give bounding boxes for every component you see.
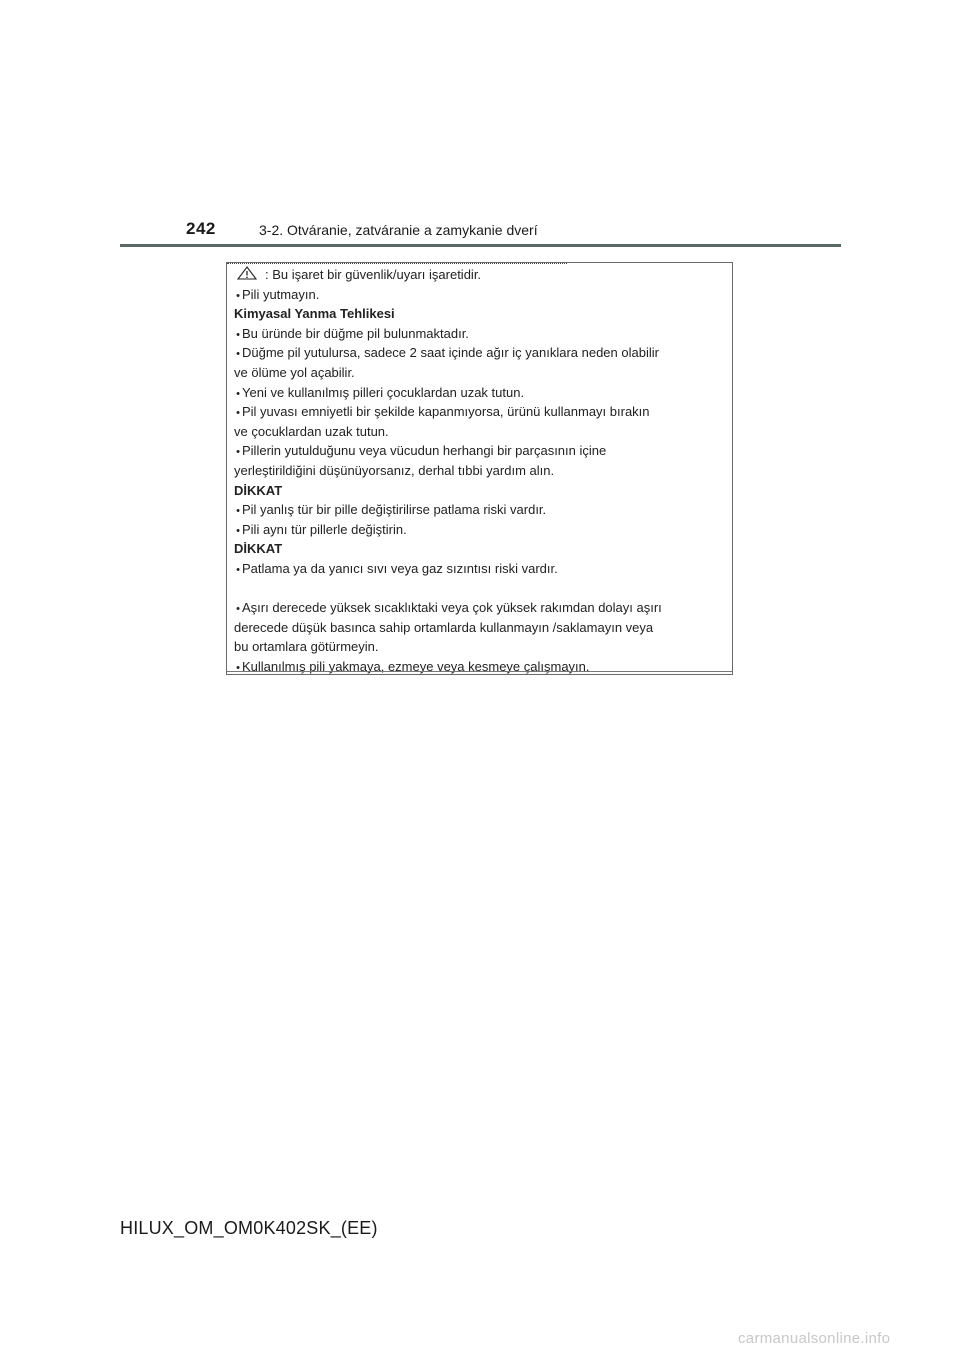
warning-bullet-item xyxy=(234,324,730,344)
warning-line-text: Kimyasal Yanma Tehlikesi xyxy=(234,306,395,322)
warning-line-text: Patlama ya da yanıcı sıvı veya gaz sızıntısı riski vardır. xyxy=(242,560,558,576)
warning-line-text: Pillerin yutulduğunu veya vücudun herhangi bir parçasının içine xyxy=(242,443,607,459)
warning-continuation-line xyxy=(234,618,730,638)
warning-continuation-line xyxy=(234,461,730,481)
bullet-marker: • xyxy=(236,603,240,616)
warning-continuation-line xyxy=(234,422,730,442)
warning-line-text: ve ölüme yol açabilir. xyxy=(234,364,355,380)
bullet-marker: • xyxy=(236,328,240,341)
warning-bullet-item xyxy=(234,500,730,520)
warning-bullet-item xyxy=(234,559,730,579)
bullet-marker: • xyxy=(236,524,240,537)
bullet-marker: • xyxy=(236,661,240,674)
section-title: 3-2. Otváranie, zatváranie a zamykanie dverí xyxy=(259,222,538,238)
warning-heading xyxy=(234,539,730,559)
warning-line-text: DİKKAT xyxy=(234,541,283,557)
warning-line-text: Yeni ve kullanılmış pilleri çocuklardan uzak tutun. xyxy=(242,384,525,400)
bullet-marker: • xyxy=(236,289,240,302)
warning-line-text: Bu üründe bir düğme pil bulunmaktadır. xyxy=(242,325,469,341)
warning-line-text: yerleştirildiğini düşünüyorsanız, derhal tıbbi yardım alın. xyxy=(234,462,555,478)
warning-line-text: Pil yuvası emniyetli bir şekilde kapanmıyorsa, ürünü kullanmayı bırakın xyxy=(242,404,650,420)
warning-continuation-line xyxy=(234,637,730,657)
warning-line-text: Pil yanlış tür bir pille değiştirilirse patlama riski vardır. xyxy=(242,502,547,518)
watermark: carmanualsonline.info xyxy=(738,1330,891,1347)
document-code: HILUX_OM_OM0K402SK_(EE) xyxy=(120,1218,378,1238)
bullet-marker: • xyxy=(236,387,240,400)
box-top-dotted-border xyxy=(227,263,567,264)
page-number: 242 xyxy=(186,219,216,238)
warning-bullet-item xyxy=(234,285,730,305)
warning-line-text: Pili aynı tür pillerle değiştirin. xyxy=(242,521,407,537)
warning-triangle-icon xyxy=(237,266,257,280)
warning-line-text: Düğme pil yutulursa, sadece 2 saat içinde ağır iç yanıklara neden olabilir xyxy=(242,345,659,361)
warning-bullet-item xyxy=(234,657,730,677)
warning-bullet-item xyxy=(234,402,730,422)
warning-line-text: ve çocuklardan uzak tutun. xyxy=(234,423,389,439)
warning-line-text: DİKKAT xyxy=(234,482,283,498)
bullet-marker: • xyxy=(236,505,240,518)
box-bottom-rule xyxy=(227,671,732,672)
warning-line-text: : Bu işaret bir güvenlik/uyarı işaretidir. xyxy=(265,267,482,282)
bullet-marker: • xyxy=(236,563,240,576)
battery-warning-box xyxy=(226,262,733,675)
warning-heading xyxy=(234,481,730,501)
warning-symbol-legend xyxy=(234,265,730,285)
spacer-line xyxy=(234,579,730,599)
warning-line-text: derecede düşük basınca sahip ortamlarda kullanmayın /saklamayın veya xyxy=(234,619,654,635)
warning-bullet-item xyxy=(234,520,730,540)
header-divider xyxy=(120,244,841,247)
bullet-marker: • xyxy=(236,348,240,361)
page-header xyxy=(0,0,960,250)
warning-bullet-item xyxy=(234,441,730,461)
warning-line-text: Aşırı derecede yüksek sıcaklıktaki veya çok yüksek rakımdan dolayı aşırı xyxy=(242,600,662,616)
warning-bullet-item xyxy=(234,343,730,363)
warning-bullet-item xyxy=(234,598,730,618)
warning-line-text: Pili yutmayın. xyxy=(242,286,320,302)
warning-line-text: Kullanılmış pili yakmaya, ezmeye veya kesmeye çalışmayın. xyxy=(242,658,590,674)
bullet-marker: • xyxy=(236,446,240,459)
warning-line-text: bu ortamlara götürmeyin. xyxy=(234,639,379,655)
warning-bullet-item xyxy=(234,383,730,403)
warning-continuation-line xyxy=(234,363,730,383)
warning-heading xyxy=(234,304,730,324)
warning-text-block xyxy=(234,265,730,676)
bullet-marker: • xyxy=(236,407,240,420)
